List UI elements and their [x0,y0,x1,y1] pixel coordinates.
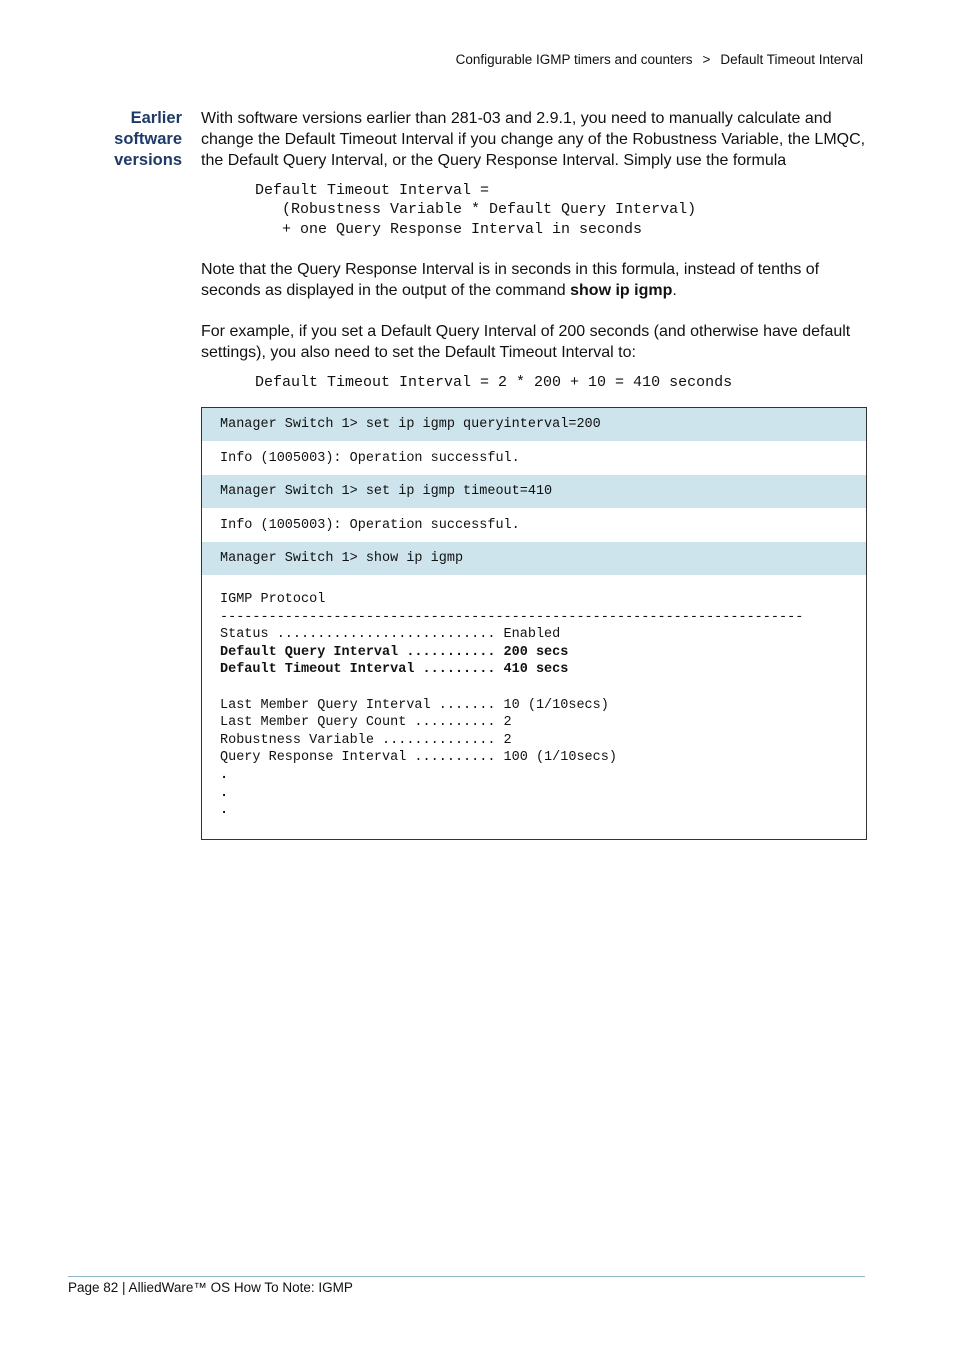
output-line: Default Timeout Interval ......... 410 secs [220,662,569,678]
page-footer: Page 82 | AlliedWare™ OS How To Note: IGMP [68,1280,353,1295]
output-line: Default Query Interval ........... 200 secs [220,644,569,660]
formula-line: + one Query Response Interval in seconds [255,220,643,238]
terminal-command-row: Manager Switch 1> show ip igmp [202,542,866,575]
output-line: . [220,767,229,783]
paragraph-example: For example, if you set a Default Query Interval of 200 seconds (and otherwise have default settings), you also need to set the Default Timeout Interval to: [201,323,851,361]
formula-line: Default Timeout Interval = [255,182,490,199]
running-header [456,52,863,67]
side-heading-line: Earlier [130,109,182,127]
side-heading-line: versions [114,151,182,169]
output-line [220,679,803,697]
paragraph-note [201,259,869,301]
output-line: IGMP Protocol [220,592,326,607]
command-name: show ip igmp [570,282,673,299]
terminal-output-row: Info (1005003): Operation successful. [220,450,520,466]
igmp-output [220,591,803,820]
terminal-command-row: Manager Switch 1> set ip igmp queryinterval=200 [202,408,866,441]
output-line: . [220,785,229,801]
output-line: Query Response Interval .......... 100 (1/10secs) [220,750,617,766]
note-end: . [672,282,677,299]
header-section: Configurable IGMP timers and counters [455,52,693,67]
side-heading-line: software [114,130,182,148]
paragraph-intro: With software versions earlier than 281-03 and 2.9.1, you need to manually calculate and change the Default Timeout Interval if you change any of the Robustness Variable, the LMQC, the Default Query Interval, or the Query Response Interval. Simply use the formula [201,110,866,169]
note-text: Note that the Query Response Interval is in seconds in this formula, instead of tenths of seconds as displayed in the output of the command [201,261,820,299]
formula-line: (Robustness Variable * Default Query Interval) [255,201,697,219]
terminal-box [201,407,867,840]
output-line: Status ........................... Enabled [220,627,561,643]
terminal-command-row: Manager Switch 1> set ip igmp timeout=410 [202,475,866,508]
output-line: Robustness Variable .............. 2 [220,732,512,748]
output-line: Last Member Query Count .......... 2 [220,715,512,731]
output-line: Last Member Query Interval ....... 10 (1/10secs) [220,697,609,713]
formula-block [255,181,696,239]
output-line: . [220,803,229,819]
formula-example: Default Timeout Interval = 2 * 200 + 10 = 410 seconds [255,374,733,391]
output-line: ------------------------------------------------------------------------ [220,609,804,625]
header-topic: Default Timeout Interval [720,52,863,67]
header-separator: > [702,52,711,67]
terminal-output-row: Info (1005003): Operation successful. [220,517,520,533]
footer-rule [68,1276,865,1277]
side-heading [90,108,182,171]
